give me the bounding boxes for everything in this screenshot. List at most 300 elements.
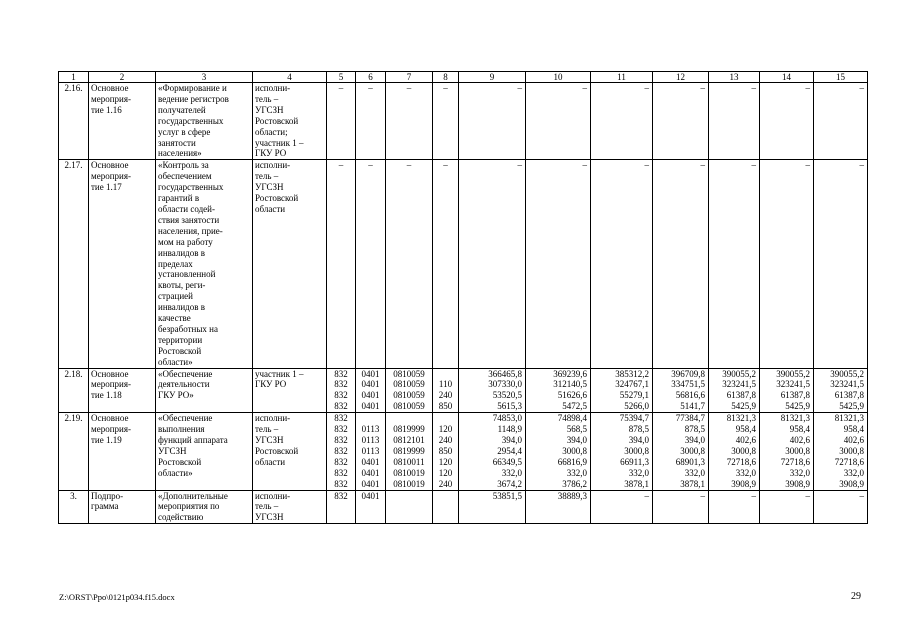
row-number: 2.16.: [59, 83, 89, 160]
row-number: 3.: [59, 490, 89, 524]
cell-line: 394,0: [628, 435, 649, 445]
amount-col-15: [814, 83, 868, 160]
expense-type-code: [433, 83, 459, 160]
row-number: 2.18.: [59, 368, 89, 413]
amount-col-14: [760, 83, 814, 160]
cell-line: 0401: [361, 478, 380, 489]
cell-line: государственных: [158, 115, 224, 126]
item-executor: [253, 160, 327, 368]
amount-col-12: [653, 368, 709, 413]
cell-line: «Обеспечение: [158, 368, 213, 379]
cell-line: тель –: [255, 424, 279, 435]
amount-col-10: [526, 490, 591, 524]
item-type: [89, 413, 156, 490]
cell-line: исполни-: [255, 413, 291, 424]
column-number: 11: [591, 72, 653, 83]
cell-line: 324767,1: [615, 379, 649, 390]
cell-line: 0810059: [393, 368, 425, 379]
page-number: 29: [851, 591, 861, 602]
cell-line: 307330,0: [488, 379, 522, 390]
cell-line: –: [582, 160, 587, 171]
amount-col-11: [591, 413, 653, 490]
cell-line: области: [255, 456, 286, 467]
cell-line: –: [517, 160, 522, 171]
amount-col-12: [653, 83, 709, 160]
cell-line: исполни-: [255, 160, 291, 171]
cell-line: 0810059: [393, 379, 425, 390]
cell-line: –: [700, 160, 705, 171]
cell-line: –: [644, 83, 649, 93]
amount-col-11: [591, 368, 653, 413]
cell-line: 0810019: [393, 478, 425, 489]
cell-line: 832: [334, 424, 348, 435]
cell-line: 832: [334, 456, 348, 467]
amount-col-10: [526, 160, 591, 368]
cell-line: [388, 413, 430, 424]
amount-col-10: [526, 83, 591, 160]
cell-line: тель –: [255, 171, 279, 182]
amount-col-13: [709, 83, 760, 160]
item-type: [89, 368, 156, 413]
cell-line: 3878,1: [680, 478, 705, 489]
cell-line: территории: [158, 334, 203, 345]
cell-line: 66349,5: [492, 456, 522, 467]
cell-line: –: [338, 160, 344, 171]
cell-line: 240: [438, 390, 453, 401]
cell-line: 2954,4: [497, 445, 522, 456]
cell-line: 832: [334, 490, 348, 501]
cell-line: –: [700, 83, 705, 93]
cell-line: исполни-: [255, 490, 291, 501]
cell-line: 402,6: [789, 435, 810, 445]
cell-line: УГСЗН: [255, 512, 284, 523]
cell-line: 323241,5: [830, 379, 864, 390]
cell-line: –: [859, 490, 864, 501]
cell-line: 74853,0: [492, 413, 522, 424]
cell-line: области»: [158, 356, 193, 367]
item-type: [89, 490, 156, 524]
column-number: 15: [814, 72, 868, 83]
section-code: [356, 490, 386, 524]
column-number: 14: [760, 72, 814, 83]
cell-line: 3000,8: [731, 445, 756, 456]
cell-line: 0819999: [393, 424, 425, 435]
cell-line: тие 1.19: [91, 435, 122, 445]
cell-line: населения, прие-: [158, 225, 223, 236]
cell-line: выполнения: [158, 424, 205, 435]
table-row: [59, 368, 868, 413]
cell-line: Ростовской: [255, 115, 299, 126]
expense-type-code: [433, 490, 459, 524]
cell-line: –: [859, 83, 864, 93]
column-number: 2: [89, 72, 156, 83]
cell-line: УГСЗН: [255, 435, 284, 445]
cell-line: 3786,2: [562, 478, 587, 489]
cell-line: Основное: [91, 160, 129, 171]
cell-line: 832: [334, 467, 348, 478]
amount-col-11: [591, 83, 653, 160]
cell-line: 366465,8: [488, 368, 522, 379]
cell-line: 390055,2: [722, 368, 756, 379]
cell-line: –: [517, 83, 522, 93]
cell-line: тель –: [255, 93, 279, 104]
cell-line: 5425,9: [731, 401, 756, 412]
item-name: [156, 490, 253, 524]
cell-line: государственных: [158, 182, 224, 193]
cell-line: 0401: [361, 368, 380, 379]
cell-line: мероприя-: [91, 379, 131, 390]
cell-line: участник 1 –: [255, 137, 304, 148]
cell-line: Подпро-: [91, 490, 124, 501]
cell-line: 332,0: [501, 467, 522, 478]
column-number: 3: [156, 72, 253, 83]
cell-line: квоты, реги-: [158, 280, 206, 291]
cell-line: 120: [438, 467, 453, 478]
grbs-code: [327, 413, 356, 490]
cell-line: 61387,8: [780, 390, 810, 401]
amount-col-13: [709, 490, 760, 524]
column-number: 7: [386, 72, 433, 83]
cell-line: страцией: [158, 291, 193, 302]
cell-line: –: [406, 160, 412, 171]
amount-col-9: [459, 368, 526, 413]
item-type: [89, 160, 156, 368]
cell-line: «Формирование и: [158, 83, 227, 93]
cell-line: 5425,9: [785, 401, 810, 412]
item-type: [89, 83, 156, 160]
amount-col-9: [459, 490, 526, 524]
cell-line: 0810059: [393, 390, 425, 401]
cell-line: [435, 413, 456, 424]
item-name: [156, 413, 253, 490]
cell-line: 240: [438, 435, 453, 445]
table-row: [59, 413, 868, 490]
cell-line: 850: [438, 445, 453, 456]
cell-line: 240: [438, 478, 453, 489]
cell-line: 832: [334, 401, 348, 412]
cell-line: 390055,2: [776, 368, 810, 379]
cell-line: 0810011: [393, 456, 425, 467]
column-number-row: [59, 72, 868, 83]
item-name: [156, 160, 253, 368]
cell-line: 56816,6: [675, 390, 705, 401]
cell-line: безработных на: [158, 323, 218, 334]
cell-line: деятельности: [158, 379, 210, 390]
cell-line: 0113: [361, 445, 380, 456]
cell-line: Ростовской: [158, 345, 202, 356]
cell-line: 850: [438, 401, 453, 412]
cell-line: 61387,8: [726, 390, 756, 401]
column-number: 10: [526, 72, 591, 83]
cell-line: 0810019: [393, 467, 425, 478]
amount-col-14: [760, 368, 814, 413]
cell-line: 110: [438, 379, 453, 390]
cell-line: –: [368, 83, 373, 93]
grbs-code: [327, 83, 356, 160]
cell-line: содействию: [158, 512, 204, 523]
cell-line: –: [443, 160, 448, 171]
cell-line: 323241,5: [722, 379, 756, 390]
cell-line: 74898,4: [557, 413, 587, 424]
amount-col-15: [814, 413, 868, 490]
cell-line: 5141,7: [680, 401, 705, 412]
cell-line: 61387,8: [834, 390, 864, 401]
cell-line: 958,4: [789, 424, 810, 435]
cell-line: 81321,3: [726, 413, 756, 424]
cell-line: 878,5: [684, 424, 705, 435]
column-number: 1: [59, 72, 89, 83]
cell-line: 3908,9: [839, 478, 864, 489]
target-article-code: [386, 413, 433, 490]
cell-line: 0401: [361, 401, 380, 412]
column-number: 8: [433, 72, 459, 83]
cell-line: 832: [334, 379, 348, 390]
cell-line: 53851,5: [492, 490, 522, 501]
cell-line: 0401: [361, 490, 380, 501]
cell-line: 312140,5: [553, 379, 587, 390]
cell-line: –: [805, 83, 810, 93]
cell-line: ствия занятости: [158, 214, 220, 225]
cell-line: [435, 369, 456, 380]
amount-col-15: [814, 368, 868, 413]
program-table: [58, 71, 868, 524]
cell-line: 0401: [361, 467, 380, 478]
file-path: Z:\ORST\Ppo\0121p034.f15.docx: [59, 592, 175, 602]
cell-line: мероприя-: [91, 424, 131, 435]
cell-line: тие 1.17: [91, 182, 122, 193]
grbs-code: [327, 160, 356, 368]
cell-line: 66911,3: [620, 456, 649, 467]
amount-col-9: [459, 160, 526, 368]
column-number: 13: [709, 72, 760, 83]
cell-line: 5425,9: [839, 401, 864, 412]
cell-line: 0812101: [393, 435, 425, 445]
cell-line: 568,5: [566, 424, 587, 435]
cell-line: 385312,2: [615, 368, 649, 379]
cell-line: Основное: [91, 368, 129, 379]
cell-line: –: [406, 83, 412, 93]
cell-line: 878,5: [628, 424, 649, 435]
cell-line: –: [805, 160, 810, 171]
cell-line: 958,4: [735, 424, 756, 435]
cell-line: 3000,8: [680, 445, 705, 456]
expense-type-code: [433, 413, 459, 490]
cell-line: 81321,3: [834, 413, 864, 424]
amount-col-13: [709, 413, 760, 490]
cell-line: 0810059: [393, 401, 425, 412]
cell-line: 3674,2: [497, 478, 522, 489]
cell-line: 332,0: [628, 467, 649, 478]
row-number: 2.17.: [59, 160, 89, 368]
cell-line: 0401: [361, 456, 380, 467]
cell-line: –: [700, 490, 705, 501]
cell-line: 394,0: [501, 435, 522, 445]
cell-line: 53520,5: [492, 390, 522, 401]
cell-line: инвалидов в: [158, 302, 205, 313]
row-number: 2.19.: [59, 413, 89, 490]
cell-line: Ростовской: [158, 456, 202, 467]
cell-line: –: [751, 490, 756, 501]
cell-line: Основное: [91, 83, 129, 93]
cell-line: 3000,8: [624, 445, 649, 456]
expense-type-code: [433, 160, 459, 368]
cell-line: получателей: [158, 104, 206, 115]
cell-line: 332,0: [566, 467, 587, 478]
cell-line: 832: [334, 390, 348, 401]
amount-col-12: [653, 160, 709, 368]
grbs-code: [327, 368, 356, 413]
cell-line: 55279,1: [619, 390, 649, 401]
column-number: 6: [356, 72, 386, 83]
amount-col-14: [760, 490, 814, 524]
cell-line: «Обеспечение: [158, 413, 213, 424]
cell-line: Основное: [91, 413, 129, 424]
cell-line: Ростовской: [255, 445, 299, 456]
cell-line: УГСЗН: [255, 104, 284, 115]
cell-line: мом на работу: [158, 236, 213, 247]
cell-line: 3878,1: [624, 478, 649, 489]
item-executor: [253, 83, 327, 160]
table-body: [59, 72, 868, 524]
cell-line: –: [644, 160, 649, 171]
cell-line: грамма: [91, 501, 119, 512]
cell-line: 72718,6: [780, 456, 810, 467]
table-row: [59, 490, 868, 524]
cell-line: пределах: [158, 258, 193, 269]
table-row: [59, 83, 868, 160]
cell-line: 81321,3: [780, 413, 810, 424]
cell-line: 5472,5: [562, 401, 587, 412]
cell-line: обеспечением: [158, 171, 212, 182]
cell-line: 394,0: [566, 435, 587, 445]
cell-line: 332,0: [789, 467, 810, 478]
item-executor: [253, 368, 327, 413]
cell-line: установленной: [158, 269, 216, 280]
item-name: [156, 83, 253, 160]
target-article-code: [386, 490, 433, 524]
cell-line: –: [805, 490, 810, 501]
amount-col-9: [459, 83, 526, 160]
cell-line: 332,0: [843, 467, 864, 478]
cell-line: 0401: [361, 390, 380, 401]
cell-line: 0113: [361, 424, 380, 435]
cell-line: занятости: [158, 137, 196, 148]
cell-line: области»: [158, 467, 193, 478]
cell-line: 0113: [361, 435, 380, 445]
cell-line: 369239,6: [553, 368, 587, 379]
cell-line: мероприя-: [91, 93, 131, 104]
cell-line: «Дополнительные: [158, 490, 228, 501]
cell-line: ГКУ РО: [255, 379, 287, 390]
cell-line: тие 1.16: [91, 104, 122, 115]
cell-line: 958,4: [843, 424, 864, 435]
cell-line: 5615,3: [497, 401, 522, 412]
cell-line: 396709,8: [671, 368, 705, 379]
cell-line: УГСЗН: [255, 182, 284, 193]
cell-line: Ростовской: [255, 193, 299, 204]
cell-line: мероприятия по: [158, 501, 220, 512]
cell-line: гарантий в: [158, 193, 200, 204]
target-article-code: [386, 160, 433, 368]
amount-col-9: [459, 413, 526, 490]
section-code: [356, 83, 386, 160]
cell-line: области: [255, 203, 286, 214]
cell-line: тие 1.18: [91, 390, 122, 401]
expense-type-code: [433, 368, 459, 413]
cell-line: 334751,5: [671, 379, 705, 390]
column-number: 4: [253, 72, 327, 83]
cell-line: населения»: [158, 148, 202, 159]
cell-line: 75394,7: [619, 413, 649, 424]
amount-col-13: [709, 368, 760, 413]
target-article-code: [386, 368, 433, 413]
cell-line: ведение регистров: [158, 93, 229, 104]
cell-line: 0819999: [393, 445, 425, 456]
cell-line: 120: [438, 456, 453, 467]
cell-line: 390055,2: [830, 368, 864, 379]
cell-line: –: [751, 160, 756, 171]
cell-line: 832: [334, 413, 348, 424]
item-executor: [253, 413, 327, 490]
cell-line: 120: [438, 424, 453, 435]
cell-line: –: [443, 83, 448, 93]
cell-line: 72718,6: [834, 456, 864, 467]
item-name: [156, 368, 253, 413]
target-article-code: [386, 83, 433, 160]
amount-col-14: [760, 160, 814, 368]
cell-line: 332,0: [684, 467, 705, 478]
grbs-code: [327, 490, 356, 524]
cell-line: участник 1 –: [255, 368, 304, 379]
cell-line: 3000,8: [562, 445, 587, 456]
section-code: [356, 160, 386, 368]
cell-line: [435, 491, 456, 502]
cell-line: функций аппарата: [158, 435, 228, 445]
cell-line: инвалидов в: [158, 247, 205, 258]
column-number: 5: [327, 72, 356, 83]
cell-line: 3000,8: [839, 445, 864, 456]
cell-line: ГКУ РО: [255, 148, 287, 159]
cell-line: 832: [334, 445, 348, 456]
cell-line: –: [338, 83, 344, 93]
amount-col-11: [591, 490, 653, 524]
cell-line: –: [582, 83, 587, 93]
cell-line: тель –: [255, 501, 279, 512]
cell-line: 323241,5: [776, 379, 810, 390]
cell-line: 832: [334, 435, 348, 445]
column-number: 12: [653, 72, 709, 83]
cell-line: мероприя-: [91, 171, 131, 182]
cell-line: области;: [255, 126, 288, 137]
cell-line: 77384,7: [675, 413, 705, 424]
cell-line: 332,0: [735, 467, 756, 478]
amount-col-12: [653, 413, 709, 490]
column-number: 9: [459, 72, 526, 83]
cell-line: исполни-: [255, 83, 291, 93]
cell-line: 68901,3: [675, 456, 705, 467]
amount-col-15: [814, 160, 868, 368]
section-code: [356, 368, 386, 413]
cell-line: 72718,6: [726, 456, 756, 467]
table-row: [59, 160, 868, 368]
cell-line: 3908,9: [731, 478, 756, 489]
cell-line: УГСЗН: [158, 445, 187, 456]
cell-line: 0401: [361, 379, 380, 390]
cell-line: 402,6: [735, 435, 756, 445]
cell-line: –: [644, 490, 649, 501]
amount-col-14: [760, 413, 814, 490]
cell-line: 832: [334, 368, 348, 379]
